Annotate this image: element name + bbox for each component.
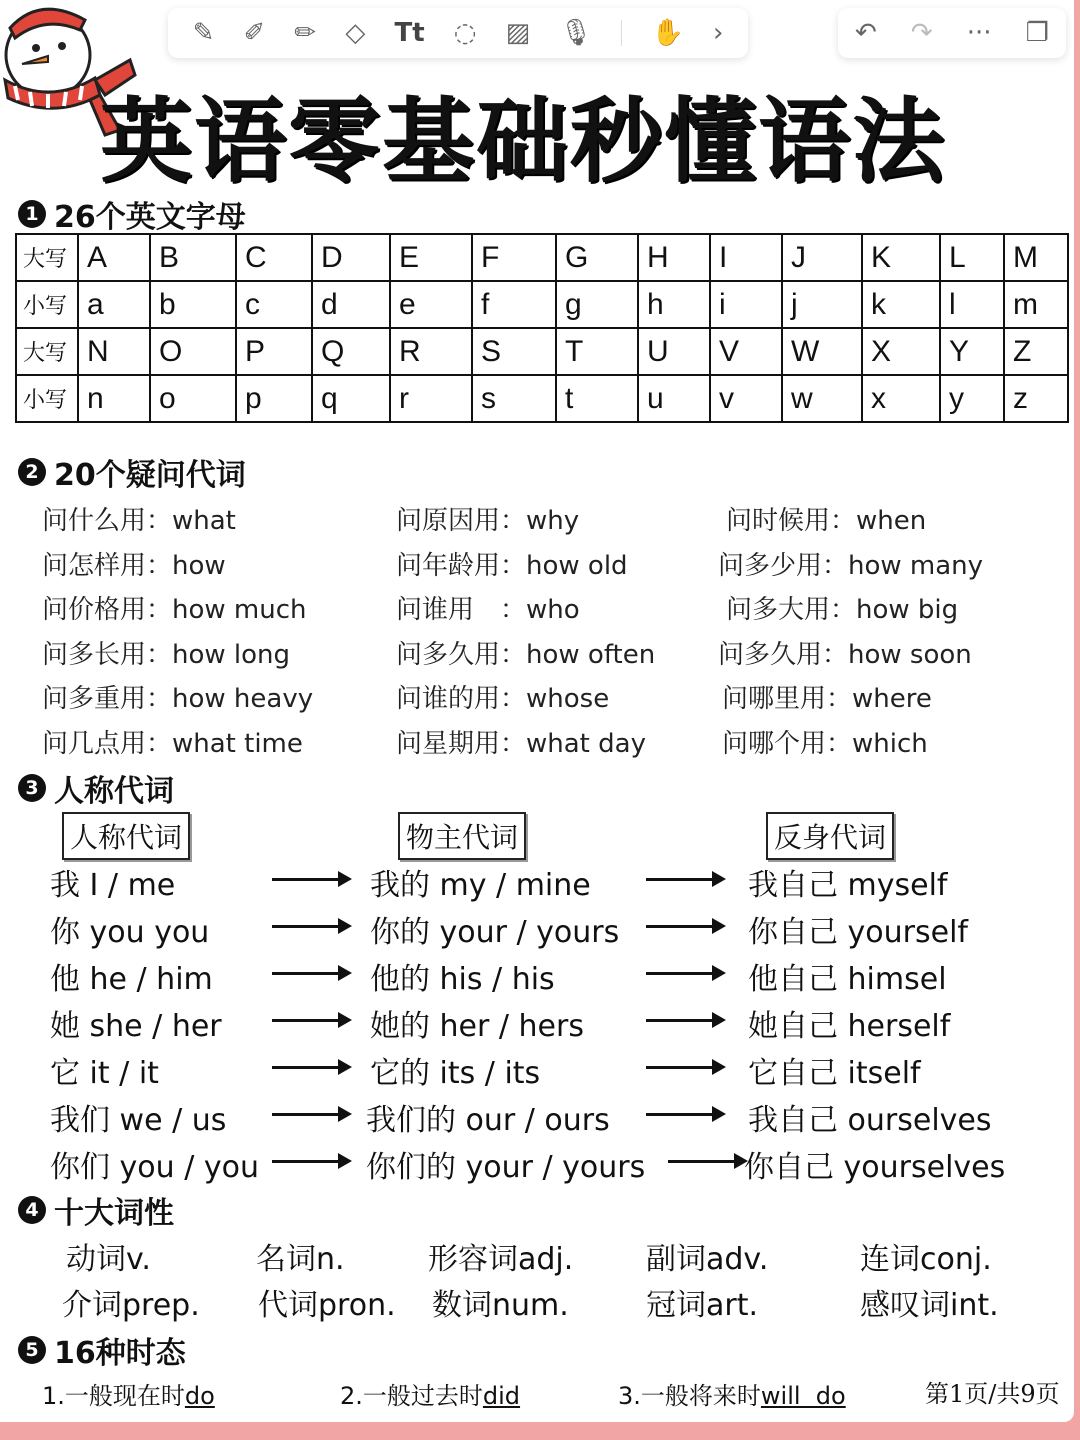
page-title: 英语零基础秒懂语法 xyxy=(100,88,947,195)
part-of-speech-item: 名词n. xyxy=(256,1242,345,1277)
arrow-icon xyxy=(646,1113,722,1116)
tense-form: did xyxy=(482,1382,521,1410)
pronoun-item: 它自己 itself xyxy=(748,1056,921,1091)
pronoun-item: 你们的 your / yours xyxy=(366,1150,646,1185)
pen-icon[interactable]: ✎ xyxy=(192,18,215,48)
question-word-item: 问时候用：when xyxy=(726,506,927,536)
pronoun-item: 你们 you / you xyxy=(50,1150,259,1185)
question-word-item: 问多长用：how long xyxy=(42,639,291,670)
letter-cell: X xyxy=(862,328,940,375)
letter-cell: Y xyxy=(940,328,1004,375)
letter-cell: z xyxy=(1004,375,1068,422)
letter-cell: R xyxy=(390,328,472,375)
pronoun-item: 它 it / it xyxy=(50,1056,159,1091)
alphabet-table xyxy=(15,233,1069,423)
question-word-item: 问怎样用：how xyxy=(42,550,226,581)
letter-cell: y xyxy=(940,375,1004,422)
label-possessive-pronouns: 物主代词 xyxy=(398,812,526,860)
redo-icon[interactable]: ↷ xyxy=(910,18,933,48)
pronoun-item: 她 she / her xyxy=(50,1009,222,1044)
letter-cell: u xyxy=(638,375,710,422)
arrow-icon xyxy=(646,1019,722,1022)
undo-icon[interactable]: ↶ xyxy=(855,18,877,48)
letter-cell: D xyxy=(312,234,390,281)
pronoun-item: 我自己 myself xyxy=(748,868,948,903)
toolbar-divider xyxy=(621,20,622,46)
case-label: 小写 xyxy=(16,281,78,328)
letter-cell: B xyxy=(150,234,236,281)
question-word-item: 问谁的用：whose xyxy=(396,684,610,714)
pronoun-item: 我 I / me xyxy=(50,868,176,903)
letter-cell: G xyxy=(556,234,638,281)
letter-cell: M xyxy=(1004,234,1068,281)
tense-label: 3.一般将来时 xyxy=(618,1382,761,1410)
pronoun-item: 他 he / him xyxy=(50,962,213,997)
letter-cell: L xyxy=(940,234,1004,281)
drawing-toolbar xyxy=(168,8,748,58)
section-number: 4 xyxy=(18,1196,46,1224)
arrow-icon xyxy=(668,1160,744,1163)
section-number: 2 xyxy=(18,458,46,486)
part-of-speech-item: 感叹词int. xyxy=(860,1288,999,1323)
letter-cell: w xyxy=(782,375,862,422)
case-label: 大写 xyxy=(16,328,78,375)
pronoun-item: 你的 your / yours xyxy=(370,915,620,950)
letter-cell: J xyxy=(782,234,862,281)
part-of-speech-item: 代词pron. xyxy=(258,1288,396,1323)
letter-cell: g xyxy=(556,281,638,328)
lasso-icon[interactable]: ◌ xyxy=(453,18,477,48)
alphabet-row xyxy=(16,328,1068,375)
alphabet-row xyxy=(16,375,1068,422)
marker-icon[interactable]: ✐ xyxy=(243,18,266,48)
arrow-icon xyxy=(646,925,722,928)
letter-cell: F xyxy=(472,234,556,281)
tense-form: do xyxy=(184,1382,215,1410)
arrow-icon xyxy=(646,972,722,975)
arrow-icon xyxy=(272,1066,348,1069)
eraser-icon[interactable]: ◇ xyxy=(345,18,366,48)
arrow-icon xyxy=(272,925,348,928)
pronoun-item: 我们的 our / ours xyxy=(366,1103,610,1138)
action-toolbar xyxy=(838,8,1066,58)
part-of-speech-item: 数词num. xyxy=(432,1288,569,1323)
section-number: 3 xyxy=(18,774,46,802)
alphabet-row xyxy=(16,234,1068,281)
letter-cell: b xyxy=(150,281,236,328)
section-title: 十大词性 xyxy=(54,1196,174,1231)
pronoun-item: 他的 his / his xyxy=(370,962,555,997)
label-personal-pronouns: 人称代词 xyxy=(62,812,190,860)
part-of-speech-item: 介词prep. xyxy=(62,1288,200,1323)
letter-cell: j xyxy=(782,281,862,328)
question-word-item: 问年龄用：how old xyxy=(396,550,628,581)
section-heading-question-words xyxy=(18,450,246,494)
section-title: 20个疑问代词 xyxy=(54,458,246,493)
letter-cell: r xyxy=(390,375,472,422)
question-word-item: 问哪个用：which xyxy=(722,728,928,759)
pronoun-item: 你 you you xyxy=(50,915,210,950)
letter-cell: P xyxy=(236,328,312,375)
section-heading-pronouns xyxy=(18,766,174,810)
arrow-icon xyxy=(646,878,722,881)
letter-cell: q xyxy=(312,375,390,422)
letter-cell: W xyxy=(782,328,862,375)
letter-cell: T xyxy=(556,328,638,375)
letter-cell: e xyxy=(390,281,472,328)
pages-icon[interactable]: ❐ xyxy=(1025,18,1049,48)
hand-icon[interactable]: ✋ xyxy=(651,18,684,48)
letter-cell: K xyxy=(862,234,940,281)
arrow-icon xyxy=(272,878,348,881)
arrow-icon xyxy=(646,1066,722,1069)
part-of-speech-item: 连词conj. xyxy=(860,1242,992,1277)
question-word-item: 问多重用：how heavy xyxy=(42,684,314,714)
more-icon[interactable]: ··· xyxy=(966,18,992,48)
question-word-item: 问多久用：how often xyxy=(396,639,656,670)
letter-cell: v xyxy=(710,375,782,422)
page-indicator: 第1页/共9页 xyxy=(925,1380,1060,1408)
letter-cell: m xyxy=(1004,281,1068,328)
section-title: 26个英文字母 xyxy=(54,200,246,235)
section-heading-alphabet xyxy=(18,192,246,236)
letter-cell: l xyxy=(940,281,1004,328)
pronoun-item: 我自己 ourselves xyxy=(748,1103,992,1138)
letter-cell: O xyxy=(150,328,236,375)
letter-cell: E xyxy=(390,234,472,281)
tense-item xyxy=(340,1376,520,1411)
pronoun-item: 它的 its / its xyxy=(370,1056,541,1091)
question-word-item: 问价格用：how much xyxy=(42,595,307,625)
letter-cell: f xyxy=(472,281,556,328)
letter-cell: x xyxy=(862,375,940,422)
section-title: 16种时态 xyxy=(54,1336,186,1371)
question-word-item: 问多大用：how big xyxy=(726,595,959,625)
question-word-item: 问什么用：what xyxy=(42,506,236,536)
letter-cell: I xyxy=(710,234,782,281)
arrow-icon xyxy=(272,1160,348,1163)
pronoun-item: 你自己 yourselves xyxy=(744,1150,1006,1185)
letter-cell: p xyxy=(236,375,312,422)
letter-cell: Z xyxy=(1004,328,1068,375)
letter-cell: k xyxy=(862,281,940,328)
pronoun-item: 她的 her / hers xyxy=(370,1009,584,1044)
part-of-speech-item: 副词adv. xyxy=(646,1242,769,1277)
case-label: 大写 xyxy=(16,234,78,281)
question-word-item: 问几点用：what time xyxy=(42,728,303,759)
letter-cell: h xyxy=(638,281,710,328)
arrow-icon xyxy=(272,1113,348,1116)
section-number: 5 xyxy=(18,1336,46,1364)
question-word-item: 问原因用：why xyxy=(396,506,580,536)
letter-cell: o xyxy=(150,375,236,422)
text-icon[interactable]: Tt xyxy=(394,18,425,48)
arrow-icon xyxy=(272,1019,348,1022)
part-of-speech-item: 形容词adj. xyxy=(428,1242,574,1277)
label-reflexive-pronouns: 反身代词 xyxy=(766,812,894,860)
question-word-item: 问多少用：how many xyxy=(718,550,984,581)
alphabet-row xyxy=(16,281,1068,328)
pronoun-item: 你自己 yourself xyxy=(748,915,968,950)
mic-icon[interactable]: 🎙 xyxy=(559,18,593,48)
question-word-item: 问多久用：how soon xyxy=(718,639,972,670)
section-title: 人称代词 xyxy=(54,774,174,809)
letter-cell: V xyxy=(710,328,782,375)
letter-cell: S xyxy=(472,328,556,375)
question-word-item: 问哪里用：where xyxy=(722,684,932,714)
letter-cell: H xyxy=(638,234,710,281)
tense-form: will do xyxy=(760,1382,846,1410)
part-of-speech-item: 冠词art. xyxy=(646,1288,759,1323)
pronoun-item: 他自己 himsel xyxy=(748,962,947,997)
section-heading-parts-of-speech xyxy=(18,1188,174,1232)
letter-cell: d xyxy=(312,281,390,328)
letter-cell: n xyxy=(78,375,150,422)
letter-cell: C xyxy=(236,234,312,281)
case-label: 小写 xyxy=(16,375,78,422)
question-word-item: 问星期用：what day xyxy=(396,728,646,759)
letter-cell: Q xyxy=(312,328,390,375)
pronoun-item: 我们 we / us xyxy=(50,1103,227,1138)
image-icon[interactable]: ▨ xyxy=(505,18,531,48)
question-word-item: 问谁用 ：who xyxy=(396,595,580,625)
letter-cell: U xyxy=(638,328,710,375)
highlighter-icon[interactable]: ✏ xyxy=(294,18,317,48)
letter-cell: N xyxy=(78,328,150,375)
letter-cell: A xyxy=(78,234,150,281)
letter-cell: c xyxy=(236,281,312,328)
tense-label: 2.一般过去时 xyxy=(340,1382,483,1410)
section-heading-tenses xyxy=(18,1328,186,1372)
tense-label: 1.一般现在时 xyxy=(42,1382,185,1410)
pronoun-item: 我的 my / mine xyxy=(370,868,591,903)
pronoun-item: 她自己 herself xyxy=(748,1009,951,1044)
letter-cell: i xyxy=(710,281,782,328)
letter-cell: s xyxy=(472,375,556,422)
chevron-right-icon[interactable]: › xyxy=(713,18,724,48)
letter-cell: a xyxy=(78,281,150,328)
tense-item xyxy=(618,1376,846,1411)
tense-item xyxy=(42,1376,215,1411)
part-of-speech-item: 动词v. xyxy=(66,1242,151,1277)
section-number: 1 xyxy=(18,200,46,228)
letter-cell: t xyxy=(556,375,638,422)
arrow-icon xyxy=(272,972,348,975)
